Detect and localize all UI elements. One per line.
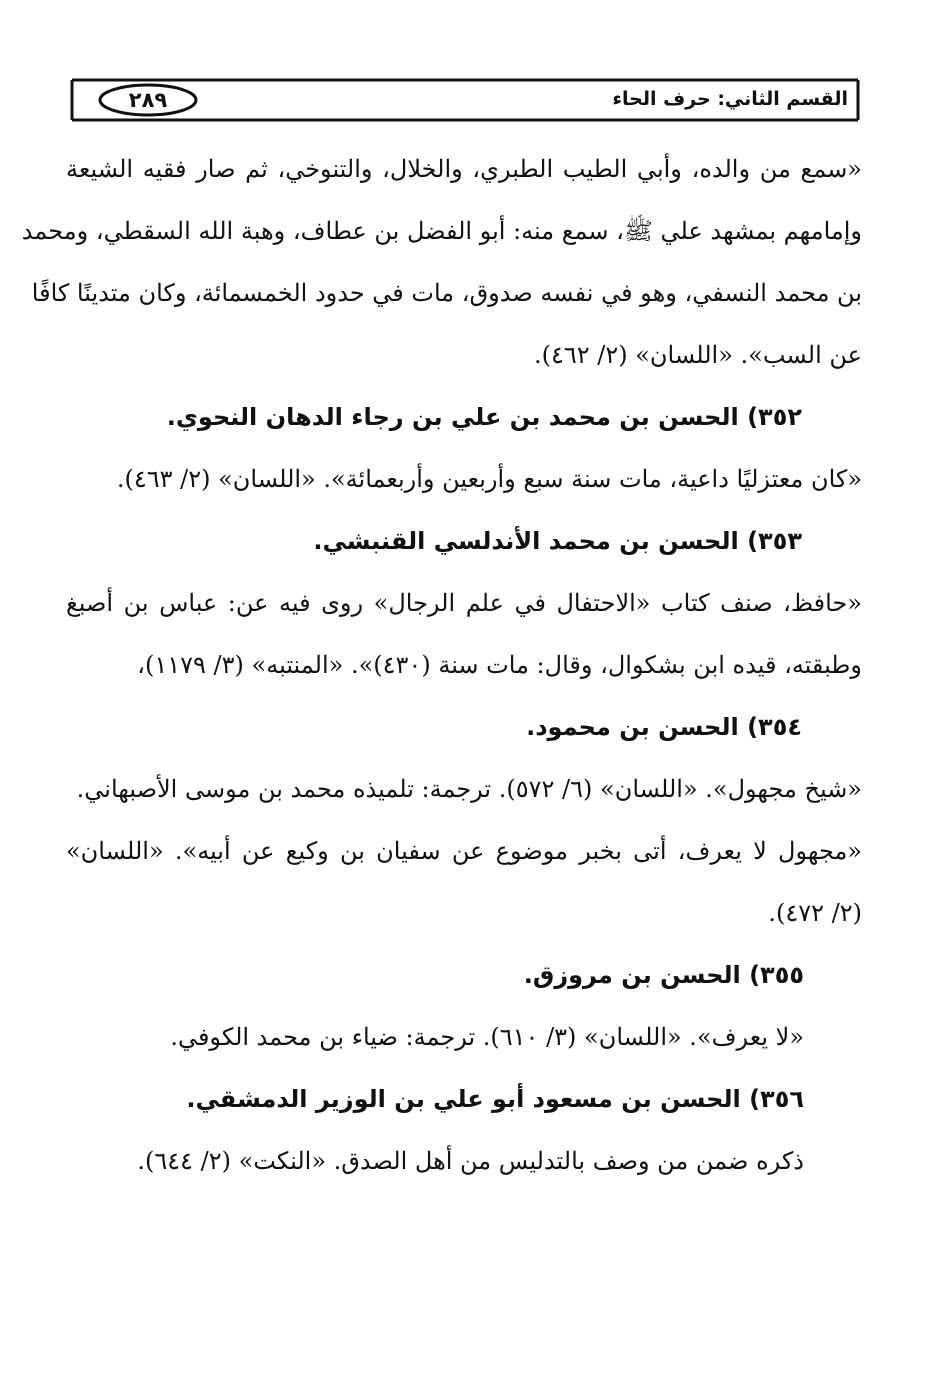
page-body — [21, 138, 862, 1192]
text-line: «كان معتزليًا داعية، مات سنة سبع وأربعين وأربعمائة». «اللسان» (٢/ ٤٦٣). — [116, 465, 862, 493]
text-line: «سمع من والده، وأبي الطيب الطبري، والخلال، والتنوخي، ثم صار فقيه الشيعة — [66, 155, 862, 183]
entry-352-title: ٣٥٢) الحسن بن محمد بن علي بن رجاء الدهان النحوي. — [166, 403, 802, 431]
entry-355-title: ٣٥٥) الحسن بن مروزق. — [523, 961, 804, 989]
text-line: وطبقته، قيده ابن بشكوال، وقال: مات سنة (٤٣٠)». «المنتبه» (٣/ ١١٧٩)، — [137, 651, 862, 679]
entry-356-title: ٣٥٦) الحسن بن مسعود أبو علي بن الوزير الدمشقي. — [186, 1085, 804, 1113]
text-line: «حافظ، صنف كتاب «الاحتفال في علم الرجال» روى فيه عن: عباس بن أصبغ — [66, 589, 862, 617]
entry-354-title: ٣٥٤) الحسن بن محمود. — [526, 713, 802, 741]
running-head: القسم الثاني: حرف الحاء — [612, 88, 848, 110]
text-line: (٢/ ٤٧٢). — [768, 899, 862, 927]
page-header — [70, 78, 860, 122]
text-line: «مجهول لا يعرف، أتى بخبر موضوع عن سفيان بن وكيع عن أبيه». «اللسان» — [66, 837, 862, 865]
page-number: ٢٨٩ — [128, 88, 168, 112]
text-line: بن محمد النسفي، وهو في نفسه صدوق، مات في حدود الخمسمائة، وكان متدينًا كافًا — [31, 279, 862, 307]
text-line: وإمامهم بمشهد علي ﷺ، سمع منه: أبو الفضل بن عطاف، وهبة الله السقطي، ومحمد — [21, 217, 862, 245]
text-line: عن السب». «اللسان» (٢/ ٤٦٢). — [533, 341, 862, 369]
text-line: ذكره ضمن من وصف بالتدليس من أهل الصدق. «النكت» (٢/ ٦٤٤). — [137, 1147, 804, 1175]
entry-353-title: ٣٥٣) الحسن بن محمد الأندلسي القنبشي. — [313, 527, 802, 555]
text-line: «شيخ مجهول». «اللسان» (٦/ ٥٧٢). ترجمة: تلميذه محمد بن موسى الأصبهاني. — [76, 775, 862, 803]
text-line: «لا يعرف». «اللسان» (٣/ ٦١٠). ترجمة: ضياء بن محمد الكوفي. — [170, 1023, 804, 1051]
